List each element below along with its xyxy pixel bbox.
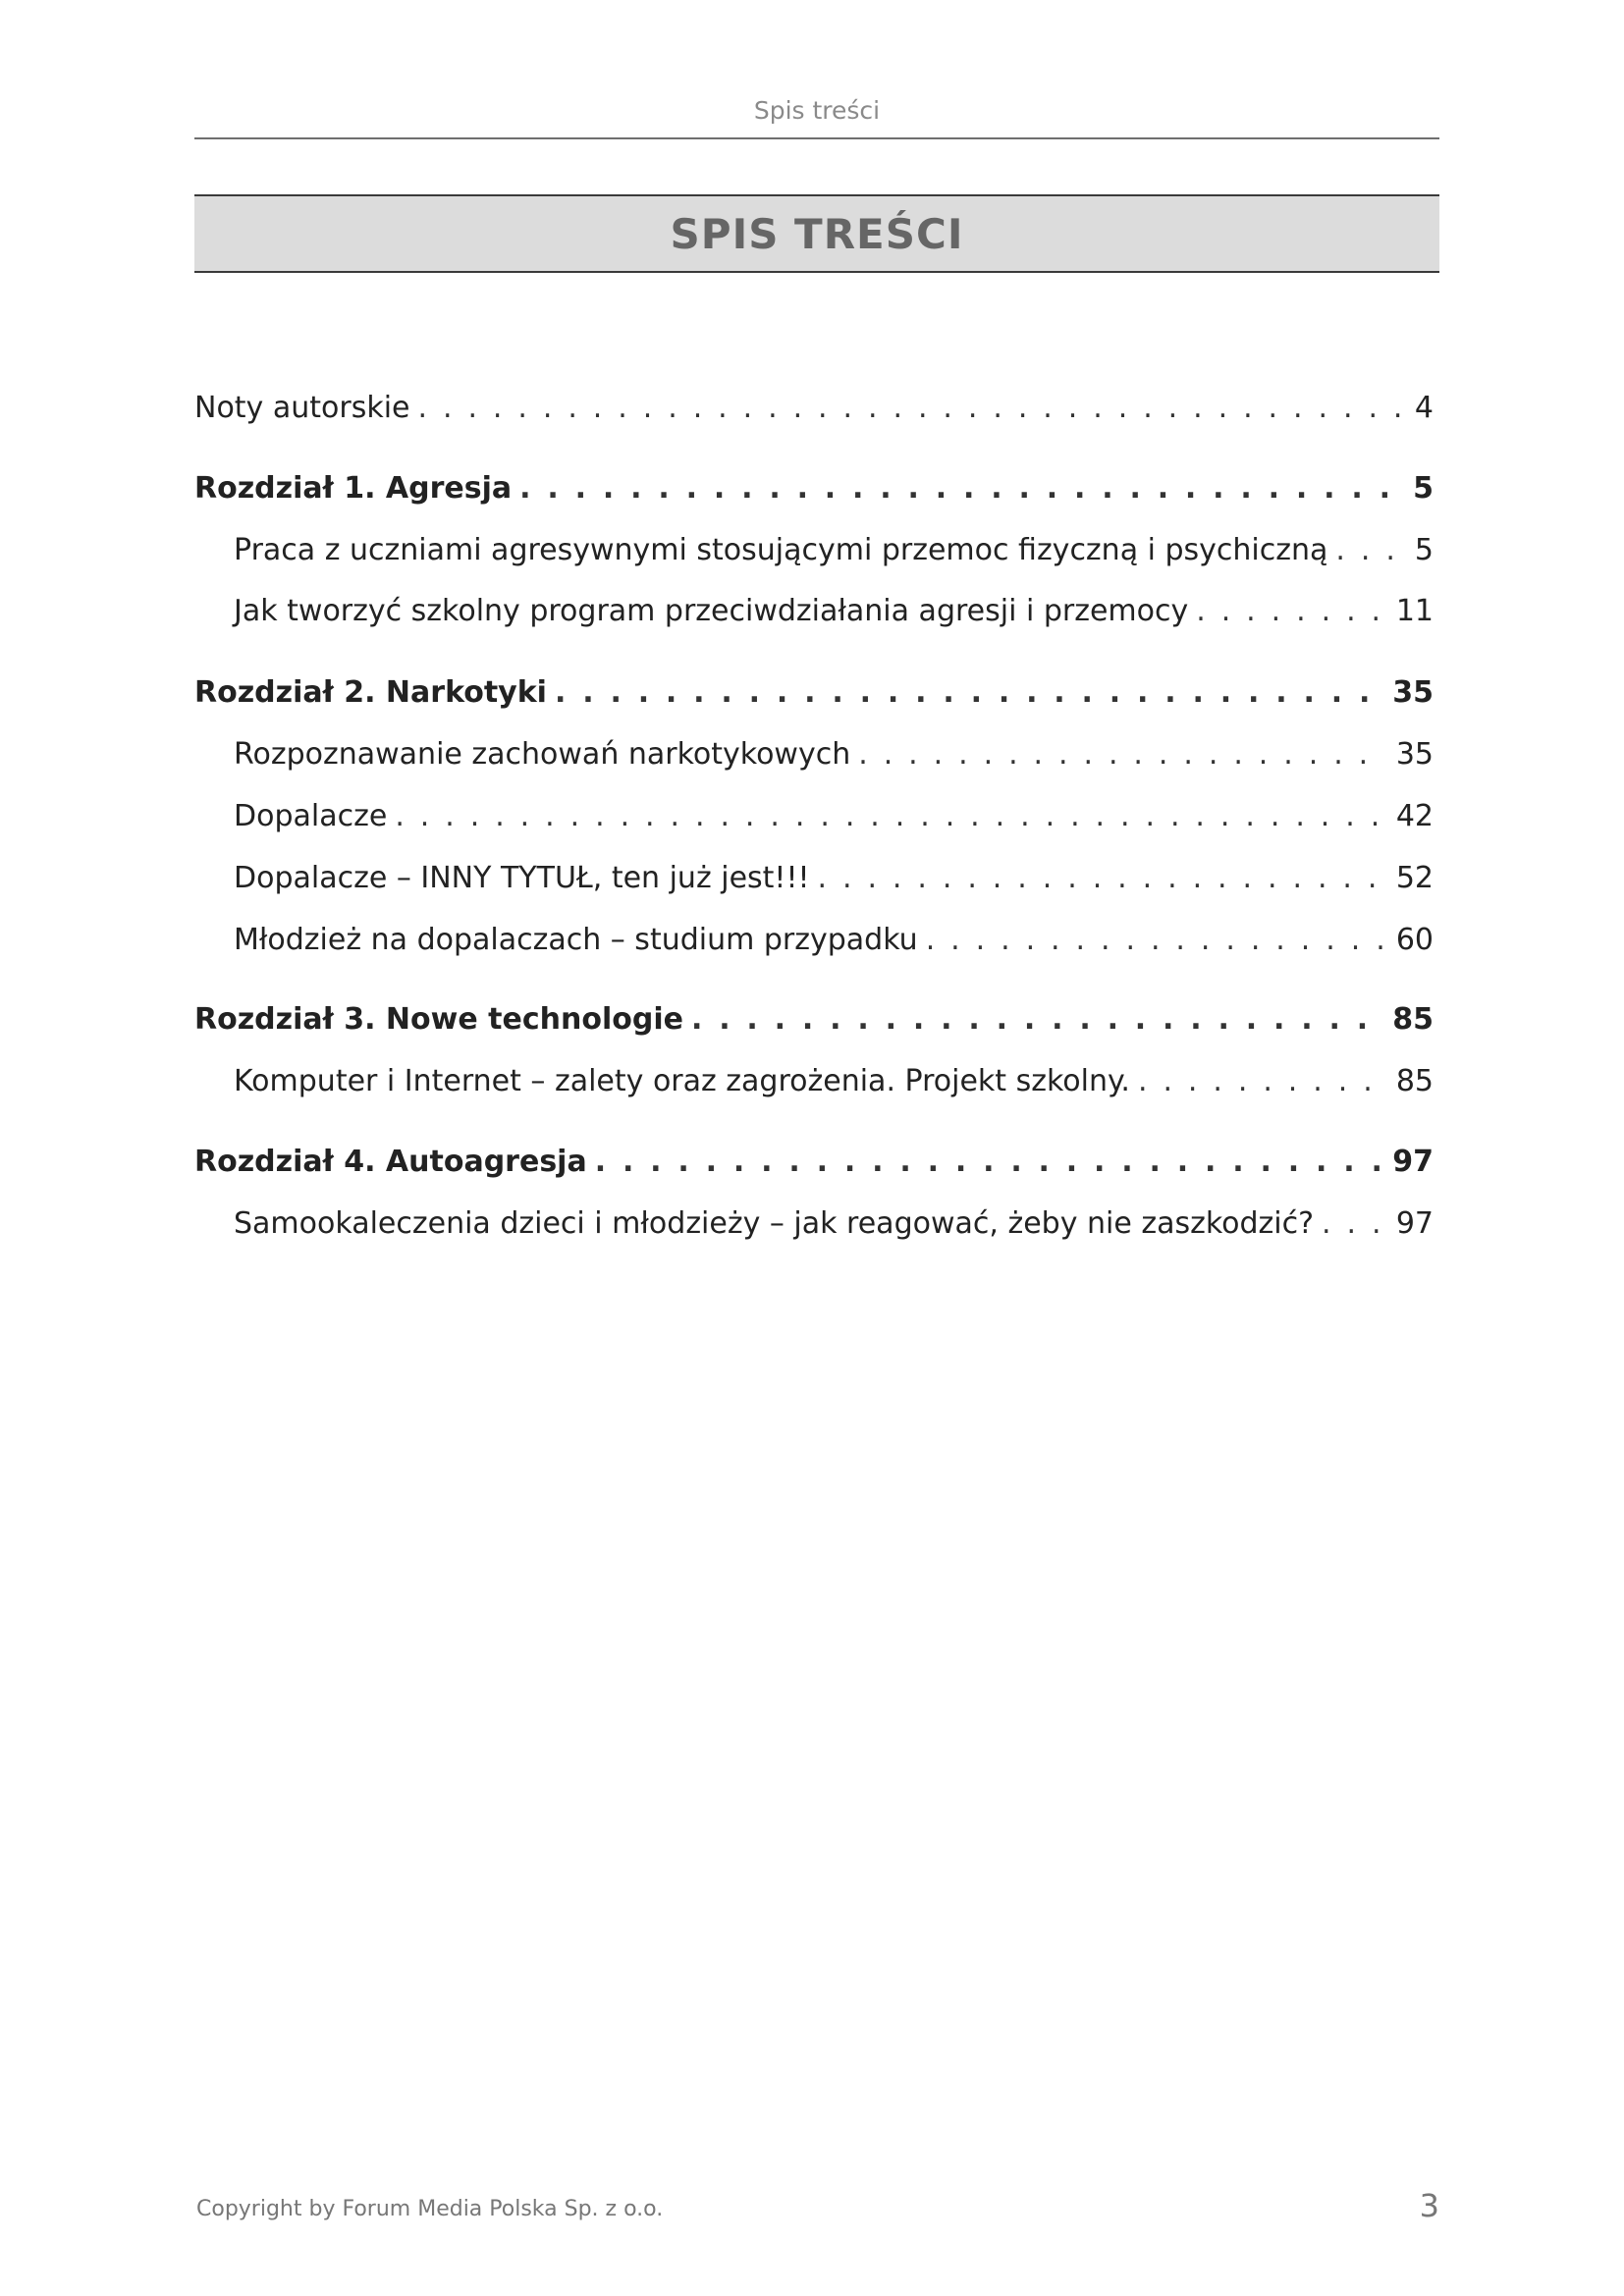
dot-leader [1322, 1206, 1386, 1241]
toc-entry-title: Rozdział 3. Nowe technologie [194, 1002, 683, 1037]
dot-leader [691, 1002, 1382, 1037]
dot-leader [1138, 1064, 1386, 1098]
dot-leader [1335, 533, 1405, 567]
toc-chapter-4[interactable] [194, 1145, 1434, 1190]
toc-section[interactable] [234, 1206, 1434, 1252]
toc-chapter-3[interactable] [194, 1002, 1434, 1047]
dot-leader [595, 1145, 1383, 1179]
toc-entry-page: 97 [1395, 1206, 1434, 1241]
toc-entry-title: Rozpoznawanie zachowań narkotykowych [234, 737, 851, 772]
toc-section[interactable] [234, 1064, 1434, 1109]
header-rule [194, 137, 1439, 139]
toc-section[interactable] [234, 923, 1434, 968]
dot-leader [395, 799, 1386, 833]
toc-entry-page: 5 [1414, 533, 1434, 567]
dot-leader [858, 737, 1386, 772]
toc-section[interactable] [234, 861, 1434, 906]
toc-chapter-1[interactable] [194, 471, 1434, 516]
toc-entry-page: 97 [1392, 1145, 1434, 1179]
toc-entry-page: 52 [1395, 861, 1434, 895]
toc-entry-title: Praca z uczniami agresywnymi stosującymi przemoc fizyczną i psychiczną [234, 533, 1328, 567]
toc-section[interactable] [234, 737, 1434, 782]
toc-entry-page: 60 [1395, 923, 1434, 957]
toc-entry-page: 85 [1395, 1064, 1434, 1098]
page-title: SPIS TREŚCI [670, 209, 964, 258]
toc-entry-title: Młodzież na dopalaczach – studium przypadku [234, 923, 918, 957]
toc-entry-title: Samookaleczenia dzieci i młodzieży – jak reagować, żeby nie zaszkodzić? [234, 1206, 1315, 1241]
toc-chapter-2[interactable] [194, 675, 1434, 721]
toc-entry-page: 5 [1413, 471, 1434, 506]
toc-entry-page: 4 [1414, 391, 1434, 425]
dot-leader [418, 391, 1405, 425]
footer-copyright: Copyright by Forum Media Polska Sp. z o.o. [196, 2197, 664, 2221]
toc-entry-page: 11 [1395, 594, 1434, 628]
toc-entry-title: Komputer i Internet – zalety oraz zagrożenia. Projekt szkolny. [234, 1064, 1130, 1098]
dot-leader [519, 471, 1403, 506]
toc-section[interactable] [234, 594, 1434, 639]
toc-entry-title: Rozdział 2. Narkotyki [194, 675, 547, 710]
dot-leader [1196, 594, 1386, 628]
toc-entry-page: 35 [1395, 737, 1434, 772]
toc-entry-title: Jak tworzyć szkolny program przeciwdziałania agresji i przemocy [234, 594, 1189, 628]
toc-entry-title: Dopalacze – INNY TYTUŁ, ten już jest!!! [234, 861, 810, 895]
title-banner [194, 194, 1439, 273]
toc-entry-title: Dopalacze [234, 799, 388, 833]
running-head: Spis treści [753, 96, 881, 125]
toc-section[interactable] [234, 799, 1434, 844]
toc-entry-page: 35 [1392, 675, 1434, 710]
dot-leader [926, 923, 1386, 957]
dot-leader [555, 675, 1382, 710]
footer-page-number: 3 [1419, 2187, 1439, 2224]
toc-entry-noty-autorskie[interactable] [194, 391, 1434, 436]
toc-entry-title: Rozdział 1. Agresja [194, 471, 513, 506]
toc-entry-page: 85 [1392, 1002, 1434, 1037]
dot-leader [818, 861, 1386, 895]
toc-entry-title: Rozdział 4. Autoagresja [194, 1145, 587, 1179]
toc-entry-page: 42 [1395, 799, 1434, 833]
toc-section[interactable] [234, 533, 1434, 578]
toc-entry-title: Noty autorskie [194, 391, 410, 425]
